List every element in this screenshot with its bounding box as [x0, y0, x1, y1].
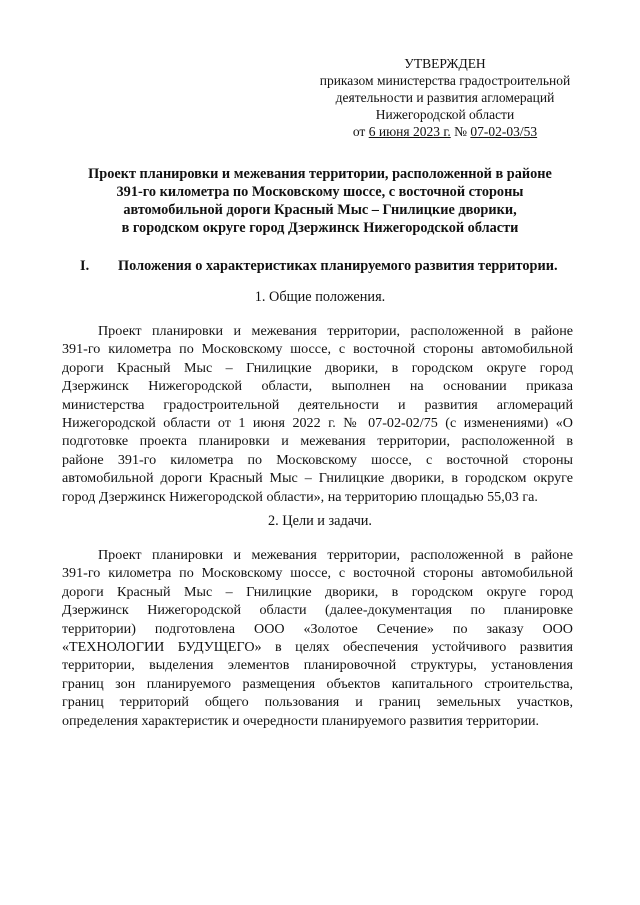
- approval-heading: УТВЕРЖДЕН: [404, 56, 486, 71]
- approval-date: 6 июня 2023 г.: [368, 124, 451, 139]
- approval-line: Нижегородской области: [375, 107, 515, 122]
- paragraph-line: «ТЕХНОЛОГИИ БУДУЩЕГО» в целях обеспечения устойчивого развития: [62, 638, 573, 655]
- paragraph-general: [62, 322, 573, 506]
- paragraph-goals: [62, 546, 573, 730]
- paragraph-line: дороги Красный Мыс – Гнилицкие дворики, в городском округе город: [62, 583, 573, 600]
- subsection-heading: 2. Цели и задачи.: [267, 513, 372, 529]
- title-line: 391-го километра по Московскому шоссе, с восточной стороны: [116, 184, 524, 200]
- section-number: I.: [80, 258, 90, 274]
- approval-line: приказом министерства градостроительной: [319, 73, 571, 88]
- paragraph-line: автомобильной дороги Красный Мыс – Гнилицкие дворики, в городском округе: [62, 470, 573, 487]
- approval-stamp: [300, 55, 590, 140]
- paragraph-line: министерства градостроительной деятельности и развития агломераций: [62, 396, 573, 413]
- approval-order-line: [300, 123, 590, 140]
- paragraph-line: город Дзержинск Нижегородской области», на территорию площадью 55,03 га.: [62, 488, 538, 505]
- paragraph-line: подготовке проекта планировки и межевания территории, расположенной в: [62, 433, 573, 450]
- title-line: Проект планировки и межевания территории, расположенной в районе: [88, 166, 552, 182]
- section-title: Положения о характеристиках планируемого развития территории.: [118, 258, 558, 274]
- title-line: автомобильной дороги Красный Мыс – Гнилицкие дворики,: [123, 202, 517, 218]
- paragraph-line: районе 391-го километра по Московскому шоссе, с восточной стороны: [62, 451, 573, 468]
- paragraph-line: 391-го километра по Московскому шоссе, с восточной стороны автомобильной: [62, 565, 573, 582]
- paragraph-line: Нижегородской области от 1 июня 2022 г. № 07-02-02/75 (с изменениями) «О: [62, 414, 573, 431]
- approval-number-label: №: [450, 124, 471, 139]
- paragraph-line: 391-го километра по Московскому шоссе, с восточной стороны автомобильной: [62, 341, 573, 358]
- title-line: в городском округе город Дзержинск Нижегородской области: [121, 220, 519, 236]
- paragraph-line: дороги Красный Мыс – Гнилицкие дворики, в городском округе город: [62, 359, 573, 376]
- paragraph-line: Дзержинск Нижегородской области, выполнен на основании приказа: [62, 378, 573, 395]
- paragraph-line: территории, выделения элементов планировочной структуры, установления: [62, 657, 573, 674]
- approval-line: деятельности и развития агломераций: [335, 90, 555, 105]
- approval-from-label: от: [352, 124, 369, 139]
- subsection-heading: 1. Общие положения.: [254, 289, 386, 305]
- paragraph-line: территории) подготовлена ООО «Золотое Сечение» по заказу ООО: [62, 620, 573, 637]
- paragraph-line: границ территорий общего пользования и границ земельных участков,: [62, 694, 573, 711]
- paragraph-line: Проект планировки и межевания территории, расположенной в районе: [98, 547, 573, 563]
- paragraph-line: определения характеристик и очередности планируемого развития территории.: [62, 712, 540, 729]
- paragraph-line: границ зон планируемого размещения объектов капитального строительства,: [62, 675, 573, 692]
- document-title: [50, 165, 590, 237]
- approval-number: 07-02-03/53: [470, 124, 538, 139]
- paragraph-line: Проект планировки и межевания территории, расположенной в районе: [98, 323, 573, 339]
- paragraph-line: Дзержинск Нижегородской области (далее-документация по планировке: [62, 602, 573, 619]
